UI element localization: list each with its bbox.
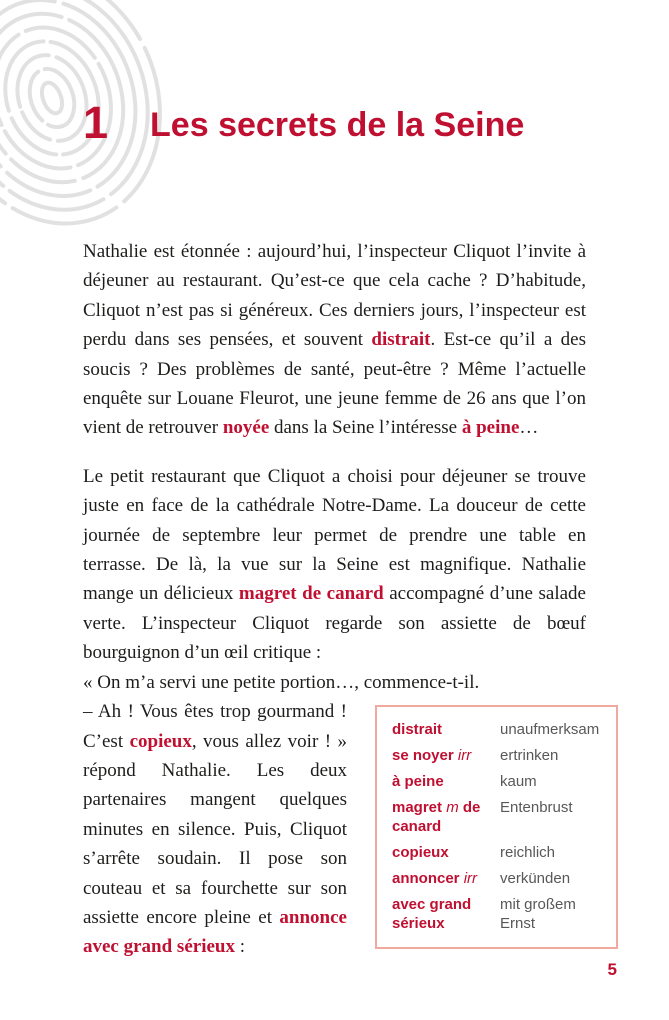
vocab-row (392, 772, 601, 791)
grammar-note: irr (463, 870, 478, 888)
highlighted-term: magret de canard (238, 583, 384, 605)
vocab-row (392, 843, 601, 862)
vocab-row (392, 746, 601, 765)
paragraph-2 (83, 462, 586, 668)
chapter-number: 1 (83, 97, 109, 148)
vocab-translation: mit großem Ernst (500, 896, 576, 933)
vocab-row (392, 895, 601, 933)
highlighted-term: à peine (461, 417, 520, 439)
grammar-note: m (446, 799, 459, 817)
vocab-row (392, 869, 601, 888)
vocab-term: avec grand sérieux (392, 896, 472, 933)
vocab-translation: verkünden (500, 870, 571, 888)
highlighted-term: annonce avec grand sérieux (83, 906, 347, 958)
text-run: : (234, 936, 246, 958)
vocab-row (392, 798, 601, 836)
vocab-term: annoncer irr (392, 870, 478, 888)
body-text (83, 237, 600, 962)
text-run: dans la Seine l’intéresse (269, 417, 462, 439)
vocab-term: magret m de canard (392, 799, 481, 836)
text-run: . Est-ce qu’il a des soucis ? Des problèmes de santé, peut-être ? Même l’actuelle enquête sur Louane Fleurot, une jeune femme de 26 ans que l’on vient de retrouver (83, 329, 587, 439)
vocab-translation: unaufmerksam (500, 721, 600, 739)
vocab-translation: kaum (500, 773, 537, 791)
vocab-translation: ertrinken (500, 747, 559, 765)
vocab-translation: reichlich (500, 844, 556, 862)
highlighted-term: noyée (222, 417, 270, 439)
highlighted-term: distrait (371, 329, 431, 351)
text-run: … (519, 417, 539, 439)
vocab-term: se noyer irr (392, 747, 472, 765)
chapter-header (83, 97, 525, 148)
vocab-term: distrait (392, 721, 443, 739)
text-run: accompagné d’une salade verte. L’inspecteur Cliquot regarde son assiette de bœuf bourguignon d’un œil critique : (83, 583, 586, 664)
text-run: Nathalie est étonnée : aujourd’hui, l’inspecteur Cliquot l’invite à déjeuner au restaurant. Qu’est-ce que cela cache ? D’habitude, Cliquot n’est pas si généreux. Ces derniers jours, l’inspecteur est perdu dans ses pensées, et souvent (83, 241, 586, 351)
vocab-term: copieux (392, 844, 449, 862)
page-number: 5 (607, 960, 617, 979)
vocab-row (392, 720, 601, 739)
paragraph-1 (83, 237, 586, 443)
text-run: , vous allez voir ! » répond Nathalie. Les deux partenaires mangent quelques minutes en silence. Puis, Cliquot s’arrête soudain. Il pose son couteau et sa fourchette sur son assiette encore pleine et (83, 730, 348, 928)
highlighted-term: copieux (129, 730, 192, 752)
text-run: – Ah ! Vous êtes trop gourmand ! C’est (83, 701, 347, 752)
grammar-note: irr (457, 747, 472, 765)
paragraph-3 (83, 668, 586, 697)
vocab-box (375, 705, 618, 949)
vocab-term: à peine (392, 773, 444, 791)
chapter-title: Les secrets de la Seine (150, 106, 525, 144)
text-run: Le petit restaurant que Cliquot a choisi pour déjeuner se trouve juste en face de la cathédrale Notre-Dame. La douceur de cette journée de septembre leur permet de prendre une table en terrasse. De là, la vue sur la Seine est magnifique. Nathalie mange un délicieux (83, 465, 586, 605)
vocab-translation: Entenbrust (500, 799, 573, 817)
text-run: « On m’a servi une petite portion…, commence-t-il. (83, 671, 480, 693)
